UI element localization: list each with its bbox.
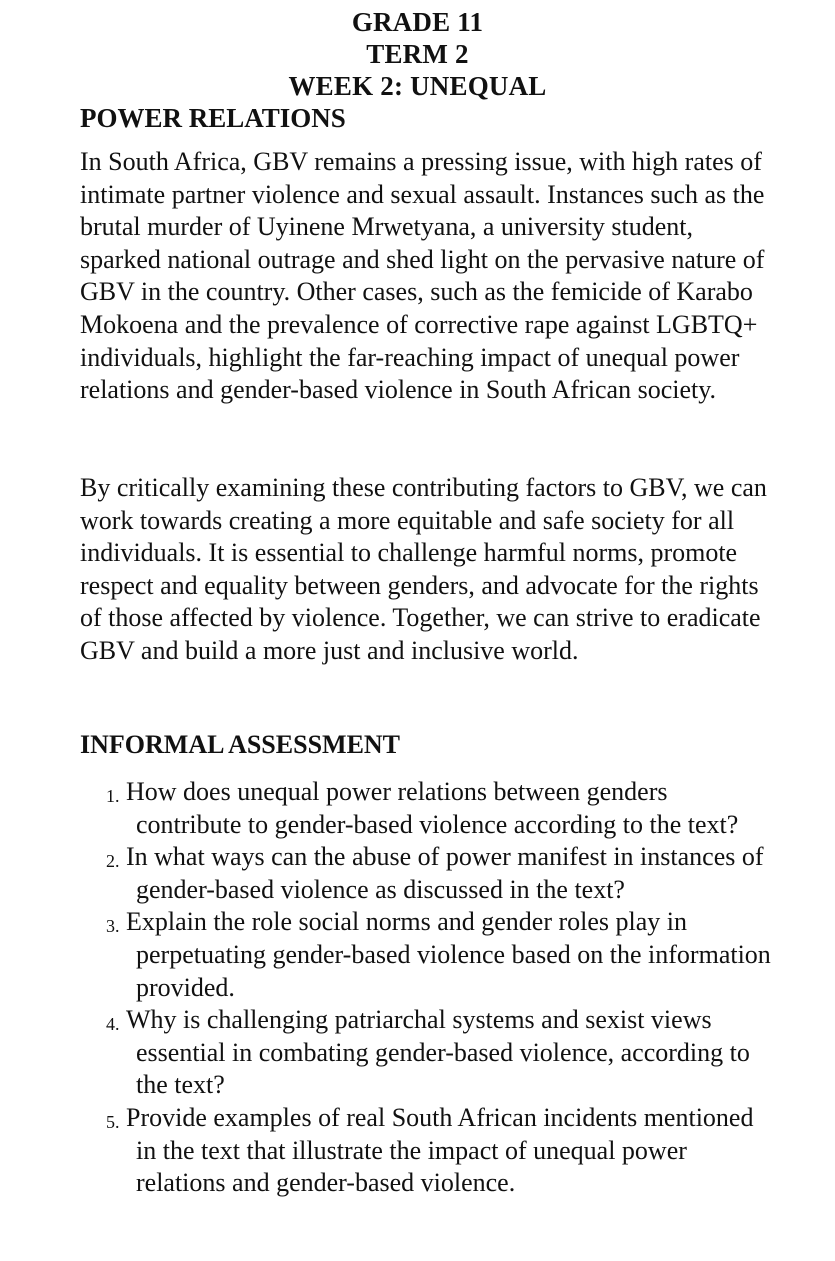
grade-heading: GRADE 11 [351, 7, 484, 37]
question-item-5 [0, 1102, 776, 1200]
question-text: In what ways can the abuse of power manifest in instances of gender-based violence as discussed in the text? [126, 842, 764, 904]
term-heading: TERM 2 [366, 39, 469, 69]
question-text: Explain the role social norms and gender roles play in perpetuating gender-based violence based on the information provided. [126, 907, 771, 1002]
week-heading: WEEK 2: UNEQUAL [288, 71, 547, 101]
question-number: 3. [106, 916, 120, 937]
question-number: 2. [106, 851, 120, 872]
question-item-3 [0, 906, 776, 1004]
question-number: 1. [106, 786, 120, 806]
question-item-1 [0, 776, 776, 841]
question-number: 5. [106, 1111, 120, 1132]
body-paragraph-2: By critically examining these contributing factors to GBV, we can work towards creating a more equitable and safe society for all individuals. It is essential to challenge harmful norms, promote respect and equality between genders, and advocate for the rights of those affected by violence. Together, we can strive to eradicate GBV and build a more just and inclusive world. [80, 473, 767, 665]
question-item-4 [0, 1004, 776, 1102]
question-text: Why is challenging patriarchal systems and sexist views essential in combating gender-based violence, according to the text? [126, 1005, 750, 1100]
question-text: Provide examples of real South African incidents mentioned in the text that illustrate the impact of unequal power relations and gender-based violence. [126, 1102, 754, 1198]
body-paragraph-1: In South Africa, GBV remains a pressing issue, with high rates of intimate partner violence and sexual assault. Instances such as the brutal murder of Uyinene Mrwetyana, a university student, sparked national outrage and shed light on the pervasive nature of GBV in the country. Other cases, such as the femicide of Karabo Mokoena and the prevalence of corrective rape against LGBTQ+ individuals, highlight the far-reaching impact of unequal power relations and gender-based violence in South African society. [80, 147, 765, 405]
topic-heading-continuation: POWER RELATIONS [80, 103, 346, 133]
question-text: How does unequal power relations between genders contribute to gender-based violence according to the text? [126, 777, 739, 839]
question-item-2 [0, 841, 776, 906]
question-list [0, 776, 835, 1200]
question-number: 4. [106, 1014, 120, 1035]
assessment-heading: INFORMAL ASSESSMENT [80, 730, 401, 759]
